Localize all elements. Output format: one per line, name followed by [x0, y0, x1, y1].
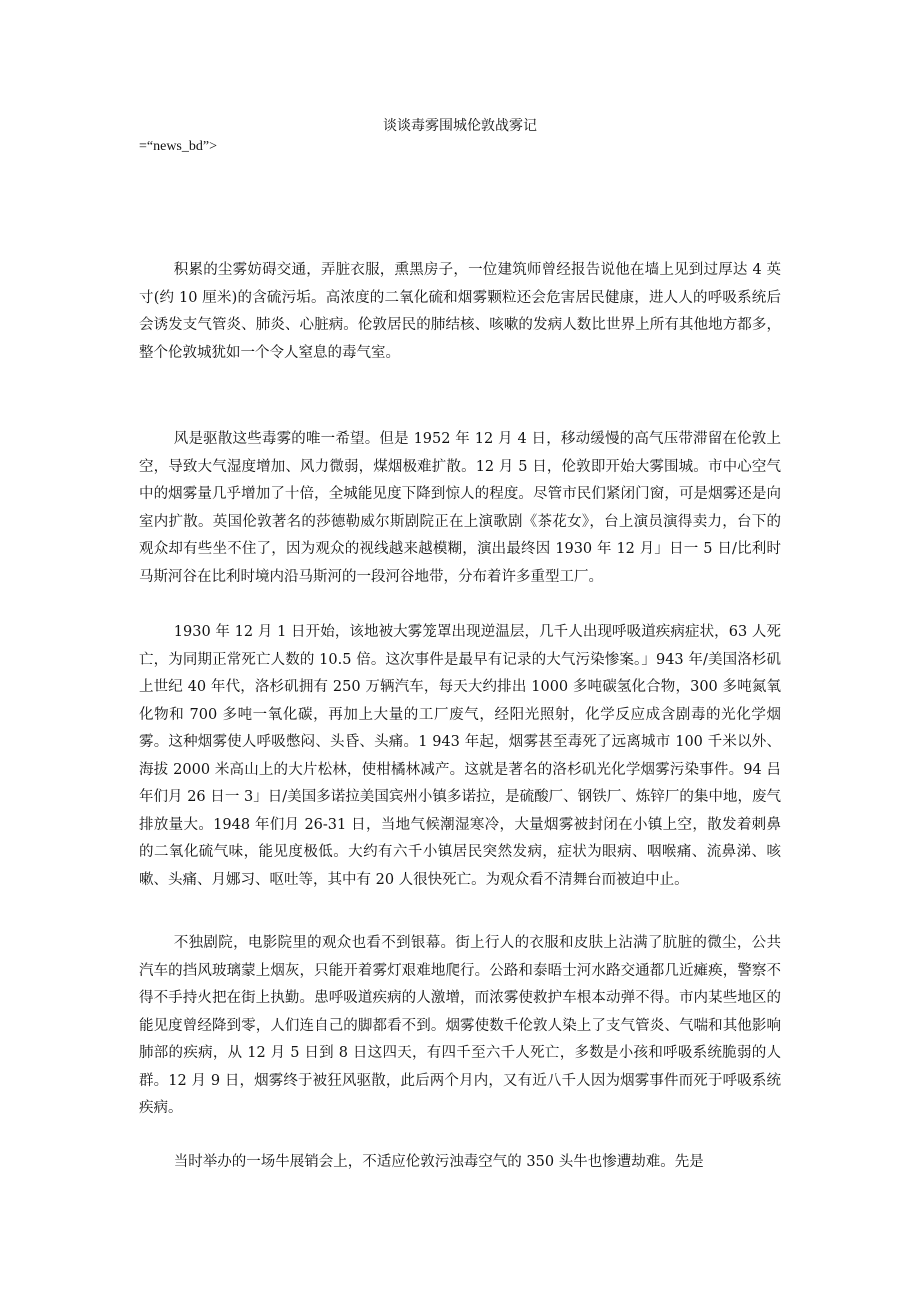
paragraph-3: 1930 年 12 月 1 日开始，该地被大雾笼罩出现逆温层，几千人出现呼吸道疾病症状，63 人死亡，为同期正常死亡人数的 10.5 倍。这次事件是最早有记录的大气污染惨案。」943 年/美国洛杉矶上世纪 40 年代，洛杉矶拥有 250 万辆汽车，每天大约排出 1000 多吨碳氢化合物，300 多吨氮氧化物和 700 多吨一氧化碳，再加上大量的工厂废气，经阳光照射，化学反应成含剧毒的光化学烟雾。这种烟雾使人呼吸憋闷、头昏、头痛。1 943 年起，烟雾甚至毒死了远离城市 100 千米以外、海拔 2000 米高山上的大片松林，使柑橘林减产。这就是著名的洛杉矶光化学烟雾污染事件。94 吕年们月 26 日一 3」日/美国多诺拉美国宾州小镇多诺拉，是硫酸厂、钢铁厂、炼锌厂的集中地，废气排放量大。1948 年们月 26-31 日，当地气候潮湿寒冷，大量烟雾被封闭在小镇上空，散发着刺鼻的二氧化硫气味，能见度极低。大约有六千小镇居民突然发病，症状为眼病、咽喉痛、流鼻涕、咳嗽、头痛、月娜习、呕吐等，其中有 20 人很快死亡。为观众看不清舞台而被迫中止。	[139, 624, 781, 888]
paragraph-4: 不独剧院，电影院里的观众也看不到银幕。街上行人的衣服和皮肤上沾满了肮脏的微尘，公共汽车的挡风玻璃蒙上烟灰，只能开着雾灯艰难地爬行。公路和泰晤士河水路交通都几近瘫痪，警察不得不手持火把在街上执勤。患呼吸道疾病的人激增，而浓雾使救护车根本动弹不得。市内某些地区的能见度曾经降到零，人们连自己的脚都看不到。烟雾使数千伦敦人染上了支气管炎、气喘和其他影响肺部的疾病，从 12 月 5 日到 8 日这四天，有四千至六千人死亡，多数是小孩和呼吸系统脆弱的人群。12 月 9 日，烟雾终于被狂风驱散，此后两个月内，又有近八千人因为烟雾事件而死于呼吸系统疾病。	[139, 935, 781, 1116]
document-title: 谈谈毒雾围城伦敦战雾记	[383, 118, 537, 134]
paragraph-5: 当时举办的一场牛展销会上，不适应伦敦污浊毒空气的 350 头牛也惨遭劫难。先是	[173, 1154, 704, 1170]
markup-fragment-text: =“news_bd”>	[139, 139, 217, 154]
paragraph-1: 积累的尘雾妨碍交通，弄脏衣服，熏黑房子，一位建筑师曾经报告说他在墙上见到过厚达 4 英寸(约 10 厘米)的含硫污垢。高浓度的二氧化硫和烟雾颗粒还会危害居民健康，进人人的呼吸系统后会诱发支气管炎、肺炎、心脏病。伦敦居民的肺结核、咳嗽的发病人数比世界上所有其他地方都多，整个伦敦城犹如一个令人窒息的毒气室。	[139, 262, 781, 361]
paragraph-2: 风是驱散这些毒雾的唯一希望。但是 1952 年 12 月 4 日，移动缓慢的高气压带滞留在伦敦上空，导致大气湿度增加、风力微弱，煤烟极难扩散。12 月 5 日，伦敦即开始大雾围城。市中心空气中的烟雾量几乎增加了十倍，全城能见度下降到惊人的程度。尽管市民们紧闭门窗，可是烟雾还是向室内扩散。英国伦敦著名的莎德勒威尔斯剧院正在上演歌剧《茶花女》，台上演员演得卖力，台下的观众却有些坐不住了，因为观众的视线越来越模糊，演出最终因 1930 年 12 月」日一 5 日/比利时马斯河谷在比利时境内沿马斯河的一段河谷地带，分布着许多重型工厂。	[139, 431, 781, 585]
